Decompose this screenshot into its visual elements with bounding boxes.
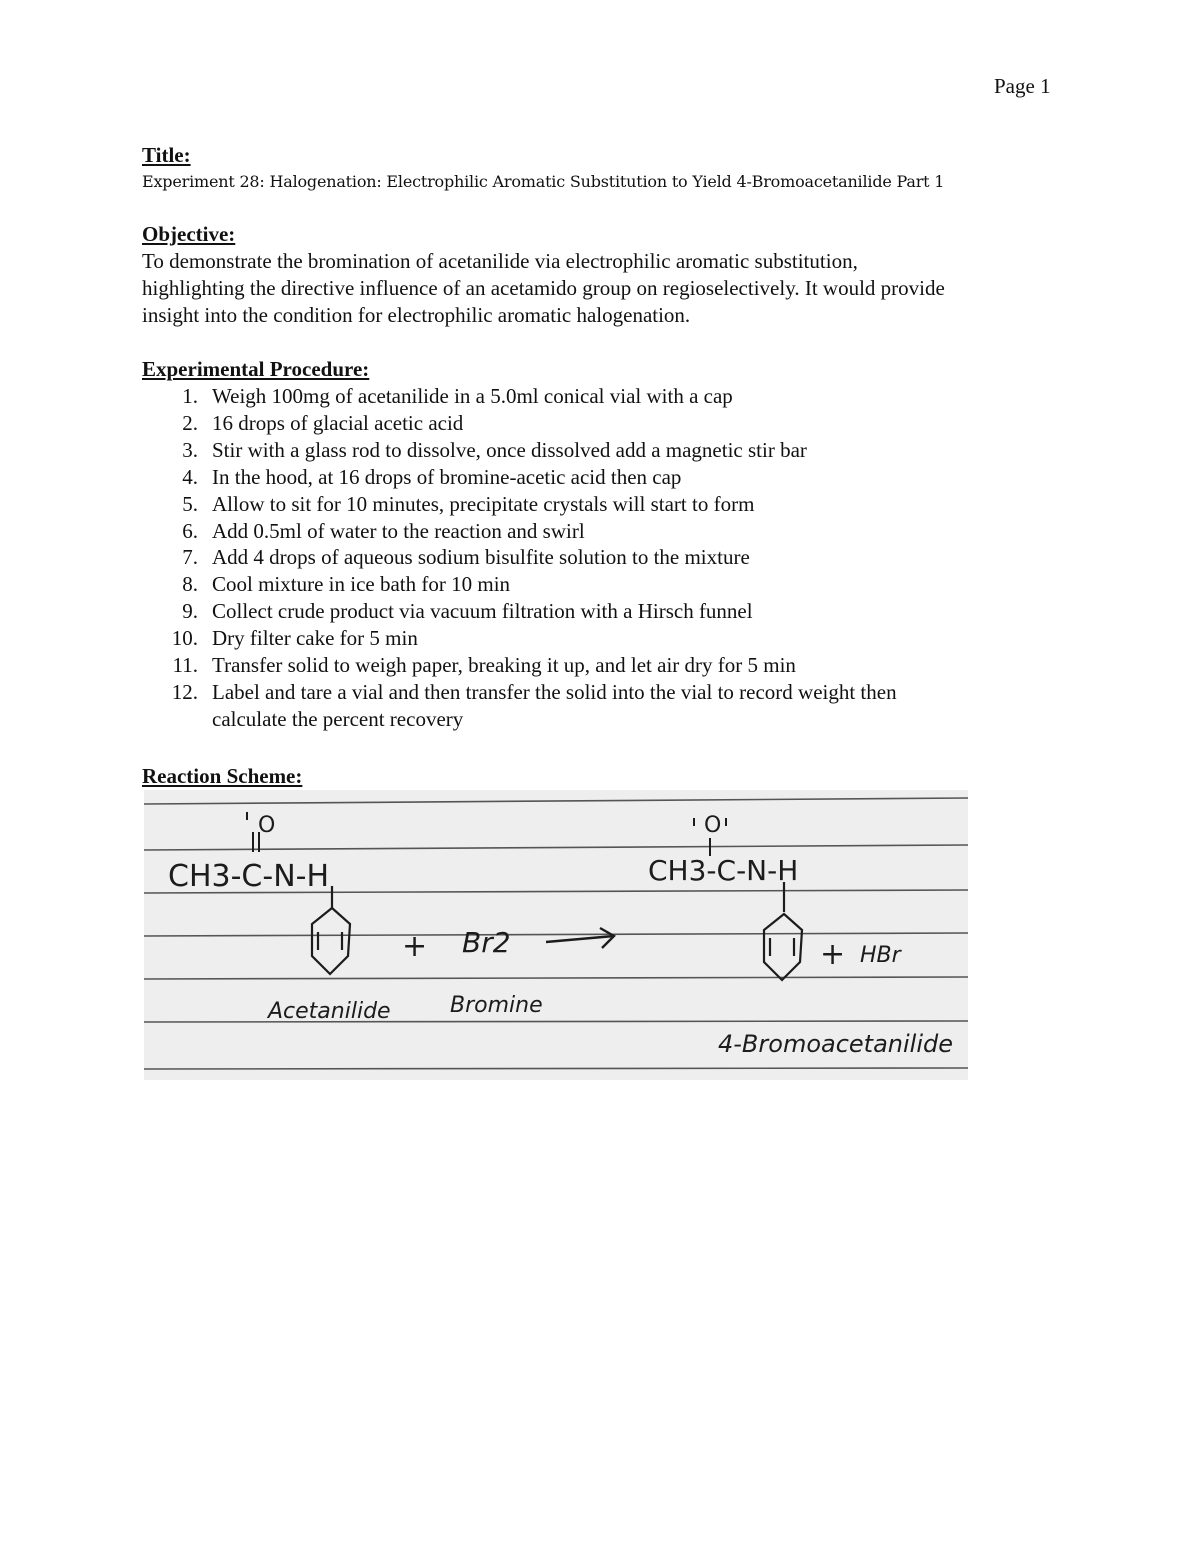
procedure-steps-list [142, 383, 1062, 733]
product-oxygen: O [704, 813, 722, 838]
step-text-line: 16 drops of glacial acetic acid [212, 410, 464, 435]
procedure-step [142, 518, 1062, 545]
step-number: 11. [172, 653, 198, 678]
step-number: 4. [182, 464, 198, 489]
page-number: Page 1 [994, 74, 1051, 98]
reaction-arrow-icon [546, 928, 614, 948]
byproduct-formula: HBr [860, 943, 901, 968]
step-number: 2. [182, 410, 198, 435]
reagent-name: Bromine [450, 993, 543, 1018]
procedure-step [142, 598, 1062, 625]
plus-sign-1: + [402, 929, 428, 964]
procedure-step [142, 544, 1062, 571]
reactant-name: Acetanilide [268, 999, 391, 1024]
step-text [212, 410, 1062, 437]
procedure-step [142, 571, 1062, 598]
step-text [212, 625, 1062, 652]
objective-heading: Objective: [142, 222, 236, 246]
product-formula: CH3-C-N-H [648, 854, 799, 887]
step-text [212, 598, 1062, 625]
reagent [450, 926, 543, 1018]
benzene-ring-icon [312, 886, 350, 974]
step-number: 9. [182, 599, 198, 624]
step-text [212, 437, 1062, 464]
step-text-line: Allow to sit for 10 minutes, precipitate crystals will start to form [212, 491, 755, 516]
step-text [212, 383, 1062, 410]
step-text [212, 464, 1062, 491]
step-text-line: Collect crude product via vacuum filtration with a Hirsch funnel [212, 599, 753, 624]
step-text-line: Add 4 drops of aqueous sodium bisulfite solution to the mixture [212, 545, 750, 570]
step-text-line: Stir with a glass rod to dissolve, once dissolved add a magnetic stir bar [212, 437, 807, 462]
step-text-line: In the hood, at 16 drops of bromine-acetic acid then cap [212, 464, 682, 489]
plus-sign-2: + [820, 937, 846, 972]
reactant-structure [168, 812, 391, 1024]
step-number: 8. [182, 572, 198, 597]
step-text-line: Add 0.5ml of water to the reaction and swirl [212, 518, 585, 543]
step-number: 1. [182, 384, 198, 408]
step-text [212, 652, 1062, 679]
procedure-step [142, 652, 1062, 679]
step-text-line: Weigh 100mg of acetanilide in a 5.0ml conical vial with a cap [212, 384, 733, 408]
procedure-step [142, 383, 1062, 410]
step-number: 12. [171, 679, 198, 704]
step-number: 10. [171, 626, 198, 651]
step-text [212, 491, 1062, 518]
procedure-step [142, 491, 1062, 518]
step-number: 6. [182, 518, 198, 543]
procedure-step [142, 437, 1062, 464]
document-body [142, 142, 1062, 790]
reactant-oxygen: O [258, 813, 276, 838]
step-number: 3. [182, 437, 198, 462]
objective-line: To demonstrate the bromination of acetanilide via electrophilic aromatic substitution, [142, 249, 858, 273]
procedure-step [142, 464, 1062, 491]
step-text [212, 571, 1062, 598]
title-text: Experiment 28: Halogenation: Electrophilic Aromatic Substitution to Yield 4-Bromoacetanilide Part 1 [142, 172, 945, 191]
objective-line: insight into the condition for electrophilic aromatic halogenation. [142, 303, 691, 327]
procedure-step [142, 679, 1062, 733]
step-text-line: calculate the percent recovery [212, 706, 464, 731]
reaction-scheme-photo [144, 790, 968, 1080]
step-text-line: Cool mixture in ice bath for 10 min [212, 572, 511, 597]
ruled-lines [144, 798, 968, 1069]
step-number: 7. [182, 545, 198, 570]
reaction-scheme-drawing [144, 790, 968, 1080]
reaction-heading: Reaction Scheme: [142, 763, 303, 788]
title-heading: Title: [142, 143, 191, 167]
reactant-formula: CH3-C-N-H [168, 859, 330, 894]
product-name: 4-Bromoacetanilide [718, 1030, 954, 1058]
benzene-ring-icon [764, 882, 802, 980]
step-number: 5. [182, 491, 198, 516]
step-text [212, 544, 1062, 571]
step-text-line: Dry filter cake for 5 min [212, 626, 418, 651]
reagent-formula: Br2 [462, 926, 511, 959]
procedure-step [142, 410, 1062, 437]
objective-line: highlighting the directive influence of an acetamido group on regioselectively. It would provide [142, 276, 945, 300]
procedure-heading: Experimental Procedure: [142, 357, 370, 381]
step-text [212, 679, 1062, 733]
step-text-line: Transfer solid to weigh paper, breaking it up, and let air dry for 5 min [212, 653, 796, 678]
procedure-step [142, 625, 1062, 652]
step-text [212, 518, 1062, 545]
step-text-line: Label and tare a vial and then transfer the solid into the vial to record weight then [212, 679, 897, 704]
